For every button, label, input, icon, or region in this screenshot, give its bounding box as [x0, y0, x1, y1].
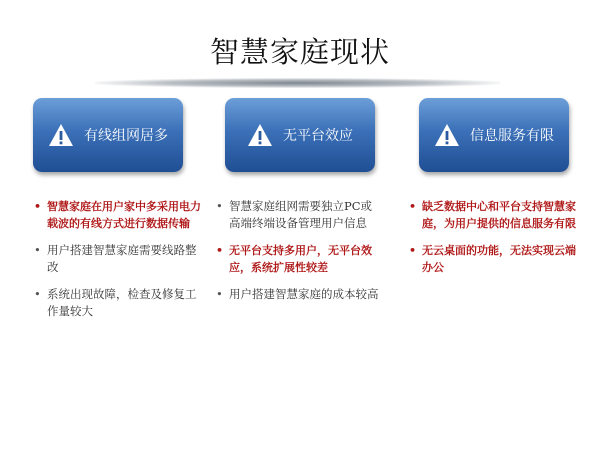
bullet-list-column-1 [33, 198, 201, 330]
warning-icon [247, 123, 273, 147]
list-item: • 用户搭建智慧家庭的成本较高 [215, 286, 383, 303]
warning-icon [48, 123, 74, 147]
list-item: • 智慧家庭在用户家中多采用电力载波的有线方式进行数据传输 [33, 198, 201, 232]
card-no-platform [225, 98, 375, 172]
bullet-list-column-2 [215, 198, 383, 313]
list-item: • 缺乏数据中心和平台支持智慧家庭，为用户提供的信息服务有限 [408, 198, 580, 232]
list-item: • 系统出现故障，检查及修复工作量较大 [33, 286, 201, 320]
list-item: • 无云桌面的功能，无法实现云端办公 [408, 242, 580, 276]
list-item: • 智慧家庭组网需要独立PC或高端终端设备管理用户信息 [215, 198, 383, 232]
title-underline [95, 78, 500, 88]
card-limited-info-service [419, 98, 569, 172]
card-heading: 有线组网居多 [84, 128, 168, 144]
card-wired-networking [33, 98, 183, 172]
warning-icon [434, 123, 460, 147]
list-item: • 无平台支持多用户，无平台效应，系统扩展性较差 [215, 242, 383, 276]
card-heading: 无平台效应 [283, 128, 353, 144]
card-heading: 信息服务有限 [470, 128, 554, 144]
bullet-list-column-3 [408, 198, 580, 286]
list-item: • 用户搭建智慧家庭需要线路整改 [33, 242, 201, 276]
slide-title: 智慧家庭现状 [209, 35, 390, 69]
